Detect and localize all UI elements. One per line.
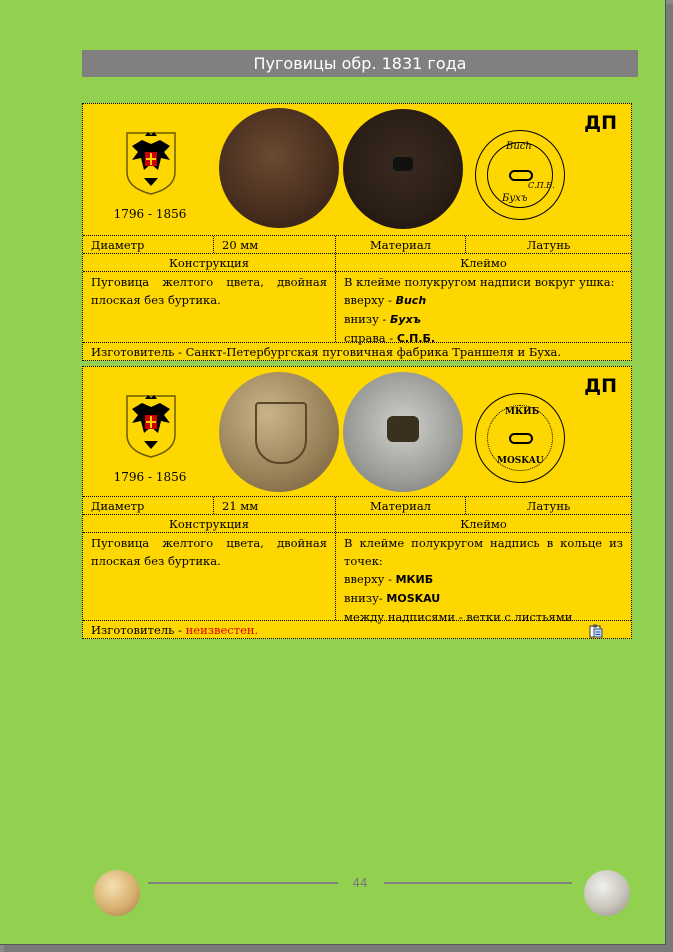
hallmark-header: Клеймо bbox=[335, 515, 631, 532]
hallmark-line-prefix: справа - bbox=[344, 331, 397, 345]
hallmark-bottom-text: MOSKAU bbox=[497, 456, 544, 466]
years-label: 1796 - 1856 bbox=[113, 470, 187, 484]
coat-of-arms-icon bbox=[124, 130, 178, 196]
coat-of-arms-icon bbox=[124, 393, 178, 459]
button-back-photo bbox=[343, 372, 463, 492]
front-shield-emboss bbox=[255, 402, 307, 464]
button-card-1 bbox=[82, 103, 632, 361]
maker-value: Санкт-Петербургская пуговичная фабрика Траншеля и Буха. bbox=[185, 345, 562, 359]
footer-coin-icon bbox=[584, 870, 630, 916]
button-front-photo bbox=[219, 372, 339, 492]
footer-line-right bbox=[384, 882, 572, 884]
specs-row bbox=[83, 236, 631, 254]
hallmark-description bbox=[335, 272, 631, 345]
footer-line-left bbox=[148, 882, 338, 884]
hallmark-bottom-text: Бухъ bbox=[502, 193, 528, 204]
section-header-row bbox=[83, 254, 631, 272]
maker-label: Изготовитель - bbox=[91, 623, 186, 637]
page-shadow-right bbox=[666, 4, 673, 952]
hallmark-line-value: МКИБ bbox=[395, 573, 434, 586]
material-label: Материал bbox=[335, 497, 465, 514]
diameter-value: 20 мм bbox=[213, 236, 335, 253]
hallmark-line: между надписями - ветки с листьями bbox=[344, 610, 573, 624]
type-badge: ДП bbox=[584, 112, 617, 134]
hallmark-drawing bbox=[475, 393, 565, 483]
diameter-label: Диаметр bbox=[91, 499, 145, 513]
hallmark-line-prefix: внизу- bbox=[344, 591, 387, 605]
button-card-2 bbox=[82, 366, 632, 639]
material-label: Материал bbox=[335, 236, 465, 253]
maker-text bbox=[83, 621, 631, 639]
hallmark-description bbox=[335, 533, 631, 624]
page-shadow-bottom bbox=[4, 945, 673, 952]
construction-text: Пуговица желтого цвета, двойная плоская без буртика. bbox=[91, 275, 327, 307]
hallmark-line bbox=[344, 589, 623, 608]
hallmark-line bbox=[344, 291, 623, 310]
maker-row bbox=[83, 343, 631, 361]
button-back-photo bbox=[343, 109, 463, 229]
page-title: Пуговицы обр. 1831 года bbox=[82, 50, 638, 77]
description-row bbox=[83, 272, 631, 343]
specs-row bbox=[83, 497, 631, 515]
hallmark-line-value: Бухъ bbox=[390, 313, 421, 326]
construction-text: Пуговица желтого цвета, двойная плоская без буртика. bbox=[91, 536, 327, 568]
type-badge: ДП bbox=[584, 375, 617, 397]
hallmark-line: В клейме полукругом надпись в кольце из точек: bbox=[344, 536, 623, 568]
image-row bbox=[83, 104, 631, 236]
image-row bbox=[83, 367, 631, 497]
shank-hole bbox=[393, 157, 413, 171]
diameter-value: 21 мм bbox=[213, 497, 335, 514]
material-value: Латунь bbox=[465, 236, 631, 253]
hallmark-line-value: Buch bbox=[395, 294, 427, 307]
description-row bbox=[83, 533, 631, 624]
section-header-row bbox=[83, 515, 631, 533]
maker-value: неизвестен. bbox=[185, 623, 259, 637]
maker-text bbox=[83, 343, 631, 361]
hallmark-line-prefix: вверху - bbox=[344, 572, 396, 586]
diameter-label: Диаметр bbox=[91, 238, 145, 252]
hallmark-drawing bbox=[475, 130, 565, 220]
maker-row bbox=[83, 621, 631, 639]
material-value: Латунь bbox=[465, 497, 631, 514]
construction-header: Конструкция bbox=[169, 256, 249, 270]
footer-coin-icon bbox=[94, 870, 140, 916]
hallmark-line-value: С.П.Б. bbox=[396, 332, 436, 345]
hallmark-header: Клеймо bbox=[335, 254, 631, 271]
hallmark-line-prefix: внизу - bbox=[344, 312, 391, 326]
button-front-photo bbox=[219, 108, 339, 228]
hallmark-line-prefix: вверху - bbox=[344, 293, 396, 307]
hallmark-line bbox=[344, 570, 623, 589]
hallmark-line: В клейме полукругом надписи вокруг ушка: bbox=[344, 275, 615, 289]
years-label: 1796 - 1856 bbox=[113, 207, 187, 221]
maker-label: Изготовитель - bbox=[91, 345, 186, 359]
hallmark-line-value: MOSKAU bbox=[386, 592, 441, 605]
hallmark-slot bbox=[509, 170, 533, 181]
hallmark-right-text: С.П.Б. bbox=[528, 181, 555, 190]
shank-hole bbox=[387, 416, 419, 442]
clipboard-icon[interactable] bbox=[589, 624, 603, 638]
hallmark-top-text: Buch bbox=[506, 141, 532, 152]
page-number: 44 bbox=[352, 876, 368, 890]
hallmark-top-text: МКИБ bbox=[505, 407, 540, 417]
hallmark-slot bbox=[509, 433, 533, 444]
hallmark-line bbox=[344, 310, 623, 329]
construction-header: Конструкция bbox=[169, 517, 249, 531]
